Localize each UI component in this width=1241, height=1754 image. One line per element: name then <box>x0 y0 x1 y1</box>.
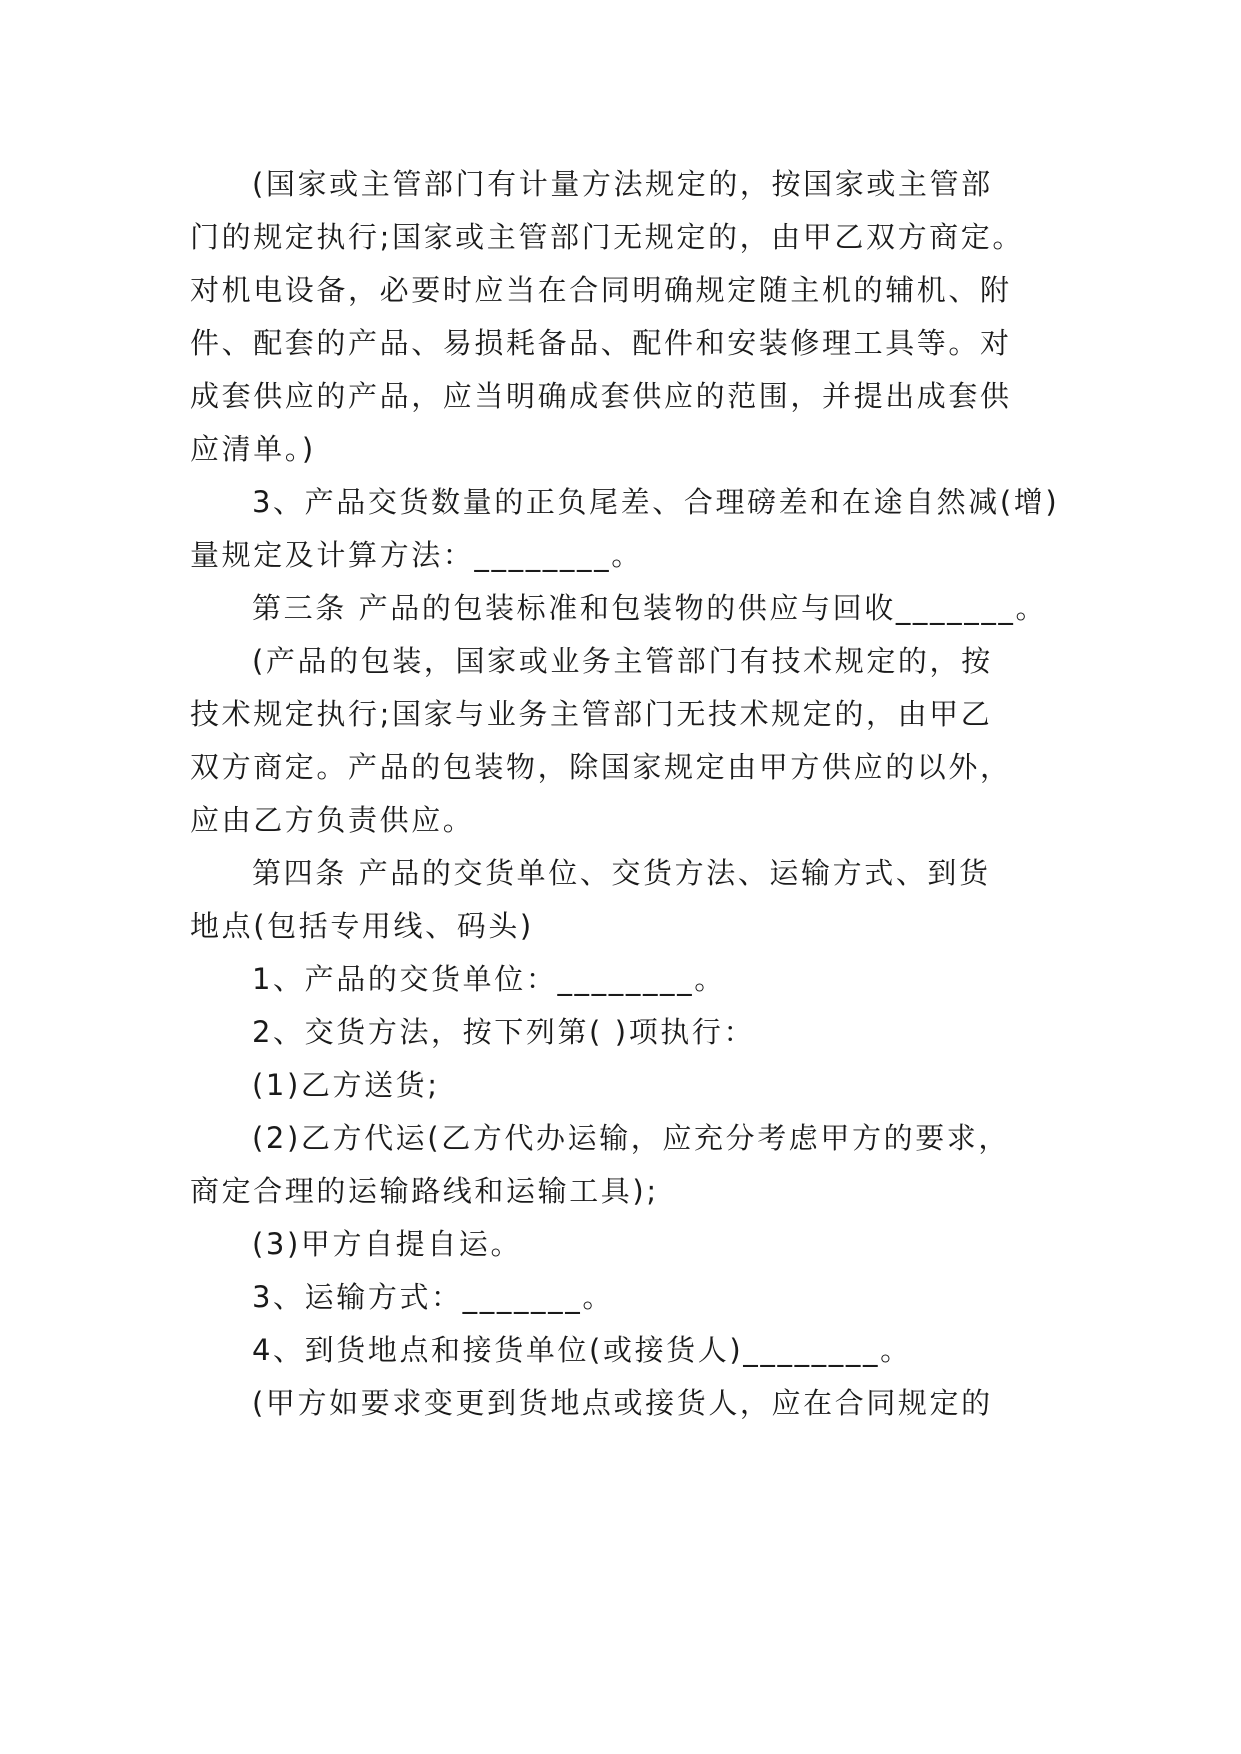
text-line: (1)乙方送货; <box>252 1068 440 1102</box>
text-line: 地点(包括专用线、码头) <box>190 909 534 943</box>
text-line: 应清单。) <box>190 432 316 466</box>
text-line: (3)甲方自提自运。 <box>252 1227 523 1261</box>
text-line: 件、配套的产品、易损耗备品、配件和安装修理工具等。对 <box>190 326 1012 360</box>
text-line: 门的规定执行;国家或主管部门无规定的，由甲乙双方商定。 <box>190 220 1024 254</box>
text-line: 1、产品的交货单位：________。 <box>252 962 726 996</box>
text-line: 量规定及计算方法：________。 <box>190 538 643 572</box>
text-line: 4、到货地点和接货单位(或接货人)________。 <box>252 1333 912 1367</box>
text-line: 双方商定。产品的包装物，除国家规定由甲方供应的以外， <box>190 750 1012 784</box>
text-line: 第三条 产品的包装标准和包装物的供应与回收_______。 <box>252 591 1048 625</box>
text-line: (甲方如要求变更到货地点或接货人，应在合同规定的 <box>252 1386 993 1420</box>
text-line: 应由乙方负责供应。 <box>190 803 475 837</box>
text-line: (2)乙方代运(乙方代办运输，应充分考虑甲方的要求， <box>252 1121 1010 1155</box>
text-line: 技术规定执行;国家与业务主管部门无技术规定的，由甲乙 <box>190 697 993 731</box>
text-line: 商定合理的运输路线和运输工具); <box>190 1174 659 1208</box>
text-line: 第四条 产品的交货单位、交货方法、运输方式、到货 <box>252 856 991 890</box>
text-line: 3、运输方式：_______。 <box>252 1280 614 1314</box>
text-line: 对机电设备，必要时应当在合同明确规定随主机的辅机、附 <box>190 273 1012 307</box>
text-line: 2、交货方法，按下列第( )项执行： <box>252 1015 756 1049</box>
text-line: 成套供应的产品，应当明确成套供应的范围，并提出成套供 <box>190 379 1012 413</box>
text-line: 3、产品交货数量的正负尾差、合理磅差和在途自然减(增) <box>252 485 1060 519</box>
text-line: (产品的包装，国家或业务主管部门有技术规定的，按 <box>252 644 993 678</box>
text-line: (国家或主管部门有计量方法规定的，按国家或主管部 <box>252 167 993 201</box>
